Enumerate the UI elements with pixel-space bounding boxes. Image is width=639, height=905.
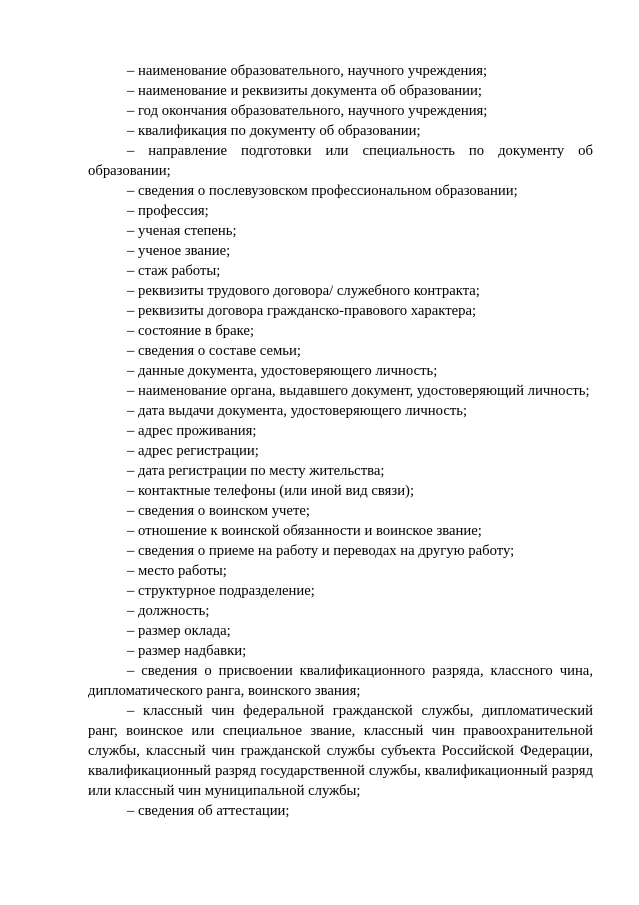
list-item: – реквизиты договора гражданско-правового характера; — [127, 303, 477, 319]
document-body — [88, 61, 593, 821]
list-item: – данные документа, удостоверяющего личность; — [127, 363, 438, 379]
list-item: – направление подготовки или специальность по документу об образовании; — [88, 143, 593, 179]
list-item: – структурное подразделение; — [127, 583, 315, 599]
list-item: – сведения о воинском учете; — [127, 503, 310, 519]
list-item: – стаж работы; — [127, 263, 221, 279]
list-item: – сведения об аттестации; — [127, 803, 290, 819]
list-item: – размер оклада; — [127, 623, 231, 639]
list-item: – дата выдачи документа, удостоверяющего личность; — [127, 403, 468, 419]
list-item: – дата регистрации по месту жительства; — [127, 463, 385, 479]
list-item: – наименование образовательного, научного учреждения; — [127, 63, 488, 79]
list-item: – место работы; — [127, 563, 227, 579]
list-item: – сведения о присвоении квалификационного разряда, классного чина, дипломатического ранга, воинского звания; — [88, 663, 593, 699]
list-item: – отношение к воинской обязанности и воинское звание; — [127, 523, 482, 539]
list-item: – сведения о составе семьи; — [127, 343, 301, 359]
list-item: – ученое звание; — [127, 243, 231, 259]
list-item: – наименование и реквизиты документа об образовании; — [127, 83, 482, 99]
list-item: – сведения о приеме на работу и переводах на другую работу; — [127, 543, 515, 559]
list-item: – реквизиты трудового договора/ служебного контракта; — [127, 283, 480, 299]
list-item: – адрес проживания; — [127, 423, 257, 439]
list-item: – адрес регистрации; — [127, 443, 259, 459]
list-item: – контактные телефоны (или иной вид связи); — [127, 483, 415, 499]
list-item: – размер надбавки; — [127, 643, 247, 659]
list-item: – классный чин федеральной гражданской службы, дипломатический ранг, воинское или специальное звание, классный чин правоохранительной службы, классный чин гражданской службы субъекта Российской Федерации, квалификационный разряд государственной службы, квалификационный разряд или классный чин муниципальной службы; — [88, 703, 593, 799]
list-item: – состояние в браке; — [127, 323, 255, 339]
list-item: – ученая степень; — [127, 223, 237, 239]
list-item: – должность; — [127, 603, 210, 619]
list-item: – квалификация по документу об образовании; — [127, 123, 421, 139]
list-item: – наименование органа, выдавшего документ, удостоверяющий личность; — [127, 383, 590, 399]
list-item: – год окончания образовательного, научного учреждения; — [127, 103, 488, 119]
list-item: – сведения о послевузовском профессиональном образовании; — [127, 183, 518, 199]
list-item: – профессия; — [127, 203, 209, 219]
